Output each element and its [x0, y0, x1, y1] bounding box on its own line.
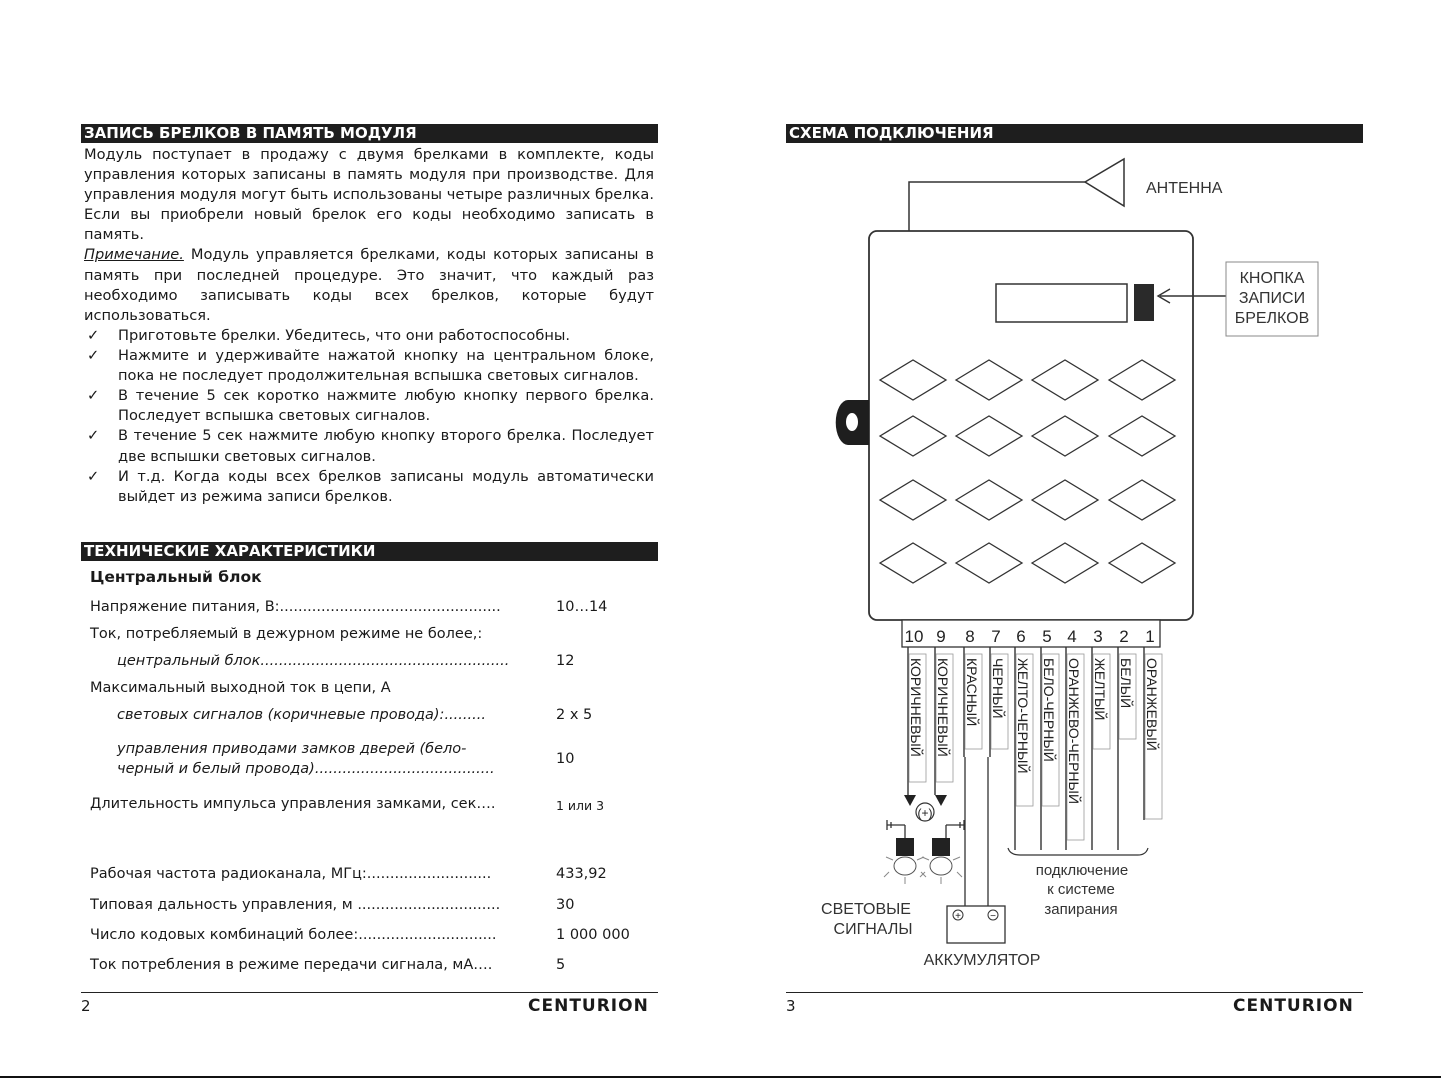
spec-value: 5	[556, 957, 566, 973]
plus-symbol: (+)	[917, 806, 933, 820]
spec-value: 10	[556, 751, 575, 767]
record-button[interactable]	[1134, 284, 1154, 321]
wire-bundle	[908, 647, 1162, 850]
wire-label: КОРИЧНЕВЫЙ	[908, 658, 924, 757]
button-label-line: БРЕЛКОВ	[1234, 310, 1310, 327]
spec-value: 10…14	[556, 599, 608, 615]
brand-logo: CENTURION	[1233, 996, 1354, 1016]
pin-number: 5	[1042, 627, 1052, 646]
page-number: 3	[786, 997, 796, 1015]
wire-label: ЧЕРНЫЙ	[990, 658, 1006, 719]
pin-number: 2	[1119, 627, 1129, 646]
spec-label: Ток потребления в режиме передачи сигнала, мА….	[90, 957, 493, 973]
ground-icon	[887, 820, 964, 838]
intro-paragraph: Модуль поступает в продажу с двумя брелками в комплекте, коды управления которых записаны в память модуля при производстве. Для управления модуля могут быть использованы четыре различных брелка. Если вы приобрели новый брелок его коды необходимо записать в память.	[84, 146, 654, 244]
signal-lamp-icon	[920, 838, 962, 884]
lock-label-line: запирания	[1044, 901, 1118, 918]
note-text: Модуль управляется брелками, коды которых записаны в память при последней процедуре. Это значит, что каждый раз необходимо записывать коды всех брелков, которые будут использоваться.	[84, 246, 654, 324]
mounting-lug	[836, 400, 869, 445]
button-label-line: КНОПКА	[1239, 270, 1305, 287]
brand-logo: CENTURION	[528, 996, 649, 1016]
pin-number: 10	[904, 627, 924, 646]
battery-plus: +	[955, 911, 961, 922]
note-label: Примечание.	[84, 246, 184, 264]
spec-label: Ток, потребляемый в дежурном режиме не более,:	[90, 626, 483, 642]
spec-value: 1 000 000	[556, 927, 630, 943]
pin-number: 3	[1093, 627, 1103, 646]
pin-number: 4	[1067, 627, 1077, 646]
checkmark-icon: ✓	[87, 387, 100, 405]
spec-label: Длительность импульса управления замками, сек….	[90, 796, 496, 812]
checkmark-icon: ✓	[87, 467, 100, 485]
spec-value: 2 x 5	[556, 707, 593, 723]
wire-label: БЕЛО-ЧЕРНЫЙ	[1041, 658, 1057, 762]
step-text: Нажмите и удерживайте нажатой кнопку на центральном блоке, пока не последует продолжительная вспышка световых сигналов.	[118, 347, 654, 385]
step-text: И т.д. Когда коды всех брелков записаны модуль автоматически выйдет из режима записи брелков.	[118, 467, 654, 505]
spec-value: 433,92	[556, 866, 607, 882]
spec-label: центральный блок......................................................	[117, 653, 510, 669]
wire-label: ОРАНЖЕВЫЙ	[1144, 658, 1160, 751]
lock-label-line: подключение	[1035, 862, 1129, 879]
button-label-line: ЗАПИСИ	[1238, 290, 1306, 307]
pin-number: 6	[1016, 627, 1026, 646]
pin-number: 1	[1145, 627, 1155, 646]
signal-lamp-icon	[884, 838, 926, 884]
page-bottom-border	[0, 1076, 1441, 1078]
pin-number: 9	[936, 627, 946, 646]
wire-label: БЕЛЫЙ	[1118, 658, 1134, 709]
wire-label: ЖЕЛТЫЙ	[1092, 658, 1108, 721]
pin-number: 8	[965, 627, 975, 646]
central-unit-subheading: Центральный блок	[90, 568, 262, 586]
lock-label-line: к системе	[1047, 881, 1115, 898]
lock-bracket	[1008, 848, 1148, 855]
section-header-tech-specs: ТЕХНИЧЕСКИЕ ХАРАКТЕРИСТИКИ	[81, 542, 658, 561]
page-number: 2	[81, 997, 91, 1015]
lights-label-line: СИГНАЛЫ	[833, 921, 913, 938]
battery-label: АККУМУЛЯТОР	[923, 952, 1041, 969]
section-header-key-fob-programming: ЗАПИСЬ БРЕЛКОВ В ПАМЯТЬ МОДУЛЯ	[81, 124, 658, 143]
step-text: Приготовьте брелки. Убедитесь, что они работоспособны.	[118, 327, 571, 344]
step-text: В течение 5 сек нажмите любую кнопку второго брелка. Последует две вспышки световых сигналов.	[118, 427, 654, 465]
wire-label: ОРАНЖЕВО-ЧЕРНЫЙ	[1066, 658, 1082, 805]
section-header-wiring-diagram: СХЕМА ПОДКЛЮЧЕНИЯ	[786, 124, 1363, 143]
spec-label-continued: черный и белый провода).......................................	[117, 761, 495, 777]
antenna-symbol	[909, 159, 1124, 231]
spec-label: Рабочая частота радиоканала, МГц:...........................	[90, 866, 492, 882]
wire-label: КРАСНЫЙ	[964, 658, 980, 727]
antenna-label: АНТЕННА	[1146, 180, 1223, 197]
spec-label: Напряжение питания, В:................................................	[90, 599, 501, 615]
step-text: В течение 5 сек коротко нажмите любую кнопку первого брелка. Последует вспышка световых сигналов.	[118, 387, 654, 425]
spec-label: Типовая дальность управления, м ...............................	[90, 897, 501, 913]
spec-value: 30	[556, 897, 575, 913]
wire-label: ЖЕЛТО-ЧЕРНЫЙ	[1015, 658, 1031, 774]
spec-value: 1 или 3	[556, 798, 605, 813]
checkmark-icon: ✓	[87, 427, 100, 445]
spec-label: световых сигналов (коричневые провода):.........	[117, 707, 486, 723]
spec-value: 12	[556, 653, 575, 669]
checkmark-icon: ✓	[87, 327, 100, 344]
lights-label-line: СВЕТОВЫЕ	[821, 901, 911, 918]
spec-label: Число кодовых комбинаций более:..............................	[90, 927, 497, 943]
indicator-window	[996, 284, 1127, 322]
pin-number: 7	[991, 627, 1001, 646]
checkmark-icon: ✓	[87, 347, 100, 365]
spec-label: управления приводами замков дверей (бело-	[117, 741, 467, 757]
spec-label: Максимальный выходной ток в цепи, А	[90, 680, 391, 696]
wire-label: КОРИЧНЕВЫЙ	[935, 658, 951, 757]
battery-minus: −	[990, 911, 996, 922]
